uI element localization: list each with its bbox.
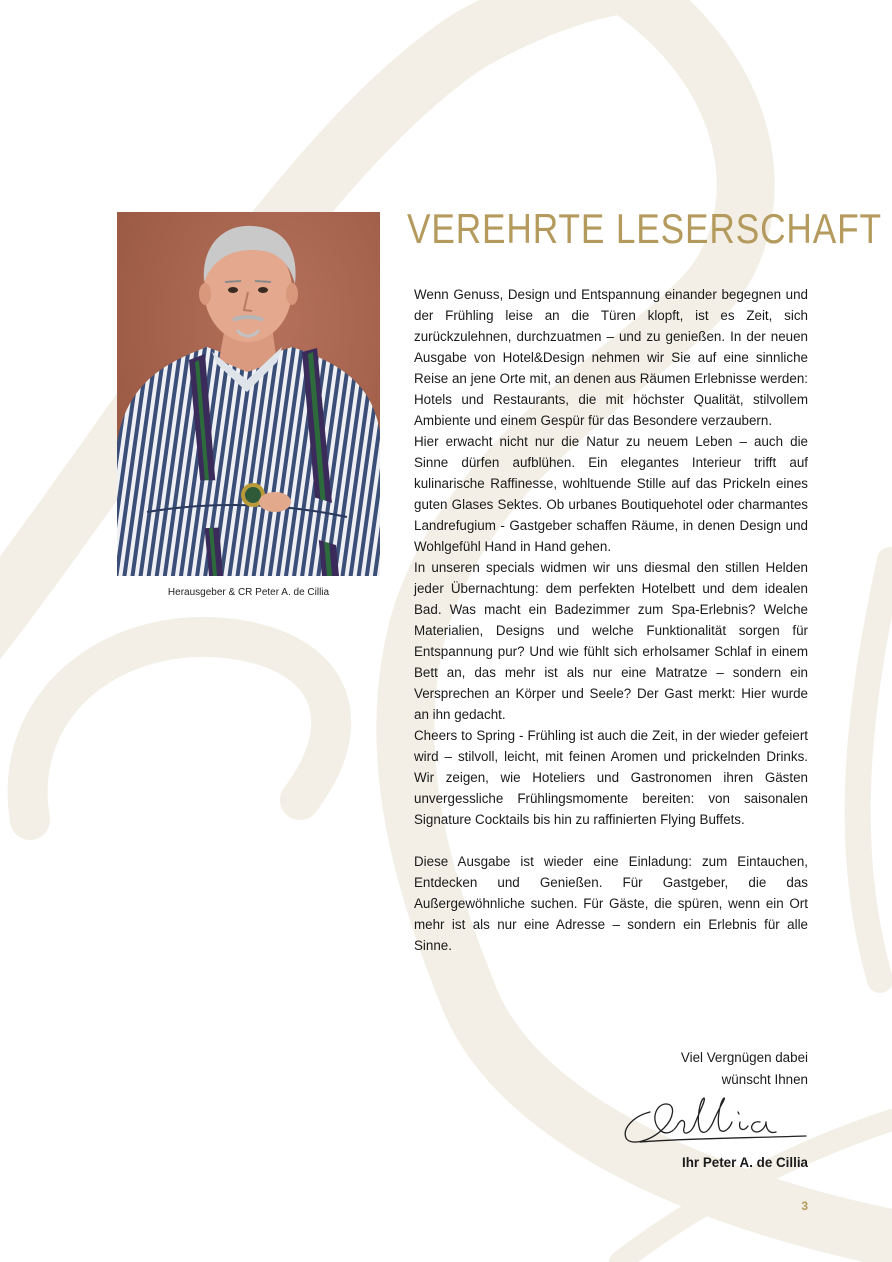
page-number: 3 bbox=[801, 1199, 808, 1213]
paragraph: Diese Ausgabe ist wieder eine Einladung: zum Eintauchen, Entdecken und Genießen. Für Gastgeber, die das Außergewöhnliche suchen. Für Gäste, die spüren, wenn ein Ort mehr ist als nur eine Adresse – sondern ein Erlebnis für alle Sinne. bbox=[414, 854, 808, 953]
closing-line: Viel Vergnügen dabei bbox=[680, 1050, 808, 1065]
paragraph: In unseren specials widmen wir uns diesmal den stillen Helden jeder Übernachtung: dem perfekten Hotelbett und dem idealen Bad. Was macht ein Badezimmer zum Spa-Erlebnis? Welche Materialien, Designs und welche Funktionalität sorgen für Entspannung pur? Und wie fühlt sich erholsamer Schlaf in einem Bett an, das mehr ist als nur eine Matratze – sondern ein Versprechen an Körper und Seele? Der Gast merkt: Hier wurde an ihn gedacht. bbox=[414, 560, 808, 722]
handwritten-signature bbox=[620, 1090, 810, 1150]
editorial-text bbox=[414, 284, 808, 956]
photo-caption: Herausgeber & CR Peter A. de Cillia bbox=[167, 587, 330, 598]
paragraph: Cheers to Spring - Frühling ist auch die Zeit, in der wieder gefeiert wird – stilvoll, leicht, mit feinen Aromen und prickelnden Drinks. Wir zeigen, wie Hoteliers und Gastronomen ihren Gästen unvergessliche Frühlingsmomente bereiten: von saisonalen Signature Cocktails bis hin zu raffinierten Flying Buffets. bbox=[414, 728, 808, 827]
closing-line: wünscht Ihnen bbox=[721, 1072, 808, 1087]
signer-name: Ihr Peter A. de Cillia bbox=[681, 1155, 808, 1170]
closing-greeting bbox=[681, 1047, 808, 1091]
portrait-photo bbox=[117, 212, 380, 576]
paragraph: Hier erwacht nicht nur die Natur zu neuem Leben – auch die Sinne dürfen aufblühen. Ein elegantes Interieur trifft auf kulinarische Raffinesse, wohltuende Stille auf das Prickeln eines guten Glases Sektes. Ob urbanes Boutiquehotel oder charmantes Landrefugium - Gastgeber schaffen Räume, in denen Design und Wohlgefühl Hand in Hand gehen. bbox=[414, 434, 808, 554]
paragraph: Wenn Genuss, Design und Entspannung einander begegnen und der Frühling leise an die Türen klopft, ist es Zeit, sich zurückzulehnen, durchzuatmen – und zu genießen. In der neuen Ausgabe von Hotel&Design nehmen wir Sie auf eine sinnliche Reise an jene Orte mit, an denen aus Räumen Erlebnisse werden: Hotels und Restaurants, die mit höchster Qualität, stilvollem Ambiente und einem Gespür für das Besondere verzaubern. bbox=[414, 287, 808, 428]
page-title: VEREHRTE LESERSCHAFT bbox=[407, 205, 882, 252]
